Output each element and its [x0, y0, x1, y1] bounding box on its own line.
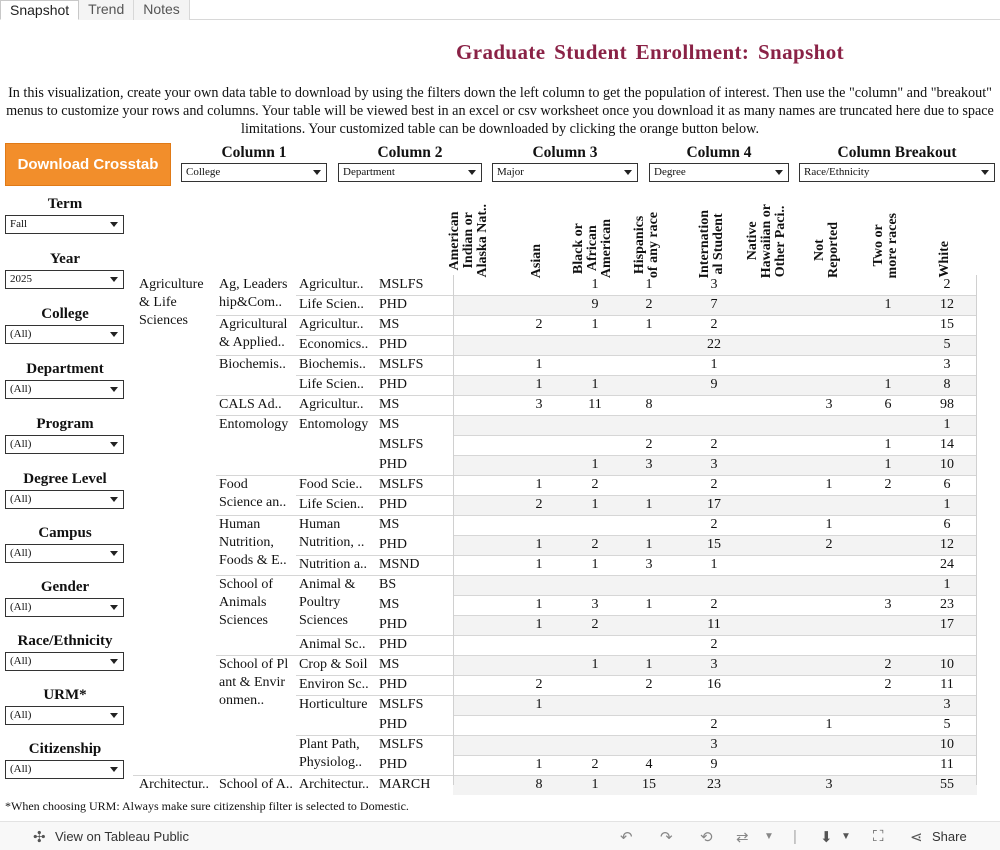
column-3-select[interactable]: Major [492, 163, 638, 182]
value-cell: 8 [535, 777, 543, 792]
urm-footnote: *When choosing URM: Always make sure citizenship filter is selected to Domestic. [5, 799, 409, 813]
filter-label: Year [50, 251, 80, 267]
breakout-header-text: Black or African American [571, 218, 614, 278]
filter-select[interactable] [5, 490, 124, 509]
value-cell: 1 [535, 477, 543, 492]
chevron-down-icon [110, 442, 118, 447]
degree-cell: MSLFS [379, 277, 424, 292]
value-cell: 15 [642, 777, 656, 792]
value-cell: 11 [940, 757, 954, 772]
value-cell: 6 [943, 477, 951, 492]
column-breakout-select[interactable]: Race/Ethnicity [799, 163, 995, 182]
filter-value: (All) [10, 493, 32, 505]
tab-notes[interactable]: Notes [134, 0, 190, 20]
tab-bar [0, 0, 1000, 20]
breakout-header [629, 196, 665, 278]
value-cell: 1 [943, 577, 951, 592]
breakout-header-text: Not Reported [812, 222, 841, 278]
value-cell: 2 [943, 277, 951, 292]
chevron-down-icon [981, 170, 989, 175]
value-cell: 2 [645, 297, 653, 312]
major-cell: Food Scie.. [299, 477, 363, 492]
value-cell: 1 [591, 317, 599, 332]
value-cell: 2 [535, 497, 543, 512]
filter-value: (All) [10, 547, 32, 559]
value-cell: 2 [710, 477, 718, 492]
value-cell: 12 [940, 297, 954, 312]
value-cell: 23 [940, 597, 954, 612]
chevron-down-icon [110, 767, 118, 772]
download-crosstab-button[interactable]: Download Crosstab [5, 143, 171, 186]
value-cell: 22 [707, 337, 721, 352]
value-cell: 1 [943, 497, 951, 512]
tab-snapshot[interactable]: Snapshot [0, 0, 79, 20]
download-icon[interactable]: ⬇ [820, 829, 833, 846]
value-cell: 6 [884, 397, 892, 412]
chevron-down-icon [110, 277, 118, 282]
intro-text: In this visualization, create your own data table to download by using the filters down the left column to get the population of interest. Then use the "column" and "breakout" menus to customize your rows and columns. Your table will be viewed best in an excel or csv worksheet once you download it as many names are truncated here due to space limitations. Your customized table can be downloaded by clicking the orange button below. [6, 85, 994, 137]
filter-select[interactable] [5, 215, 124, 234]
column-4-select[interactable]: Degree [649, 163, 789, 182]
chevron-down-icon [110, 659, 118, 664]
value-cell: 3 [943, 697, 951, 712]
value-cell: 1 [535, 377, 543, 392]
value-cell: 98 [940, 397, 954, 412]
value-cell: 15 [940, 317, 954, 332]
degree-cell: MS [379, 417, 400, 432]
degree-cell: PHD [379, 297, 408, 312]
value-cell: 1 [535, 597, 543, 612]
share-icon[interactable]: ⋖ [910, 829, 923, 846]
major-cell: Horticulture [299, 697, 368, 712]
major-cell: Life Scien.. [299, 297, 364, 312]
major-cell: Architectur.. [299, 777, 369, 792]
major-cell: Nutrition a.. [299, 557, 368, 572]
tab-trend[interactable]: Trend [79, 0, 134, 20]
value-cell: 2 [591, 617, 599, 632]
degree-cell: PHD [379, 717, 408, 732]
value-cell: 11 [588, 397, 602, 412]
degree-cell: PHD [379, 337, 408, 352]
chevron-down-icon [468, 170, 476, 175]
value-cell: 1 [645, 277, 653, 292]
row-band [453, 575, 977, 595]
chevron-down-icon [110, 222, 118, 227]
redo-icon[interactable]: ↷ [660, 829, 673, 846]
value-cell: 3 [943, 357, 951, 372]
major-cell: Human Nutrition, .. [299, 517, 365, 550]
department-cell: Biochemis.. [219, 357, 286, 372]
value-cell: 10 [940, 737, 954, 752]
filter-select[interactable] [5, 652, 124, 671]
filter-select[interactable] [5, 270, 124, 289]
filter-value: (All) [10, 601, 32, 613]
filter-select[interactable] [5, 325, 124, 344]
value-cell: 1 [884, 437, 892, 452]
value-cell: 2 [710, 437, 718, 452]
filter-select[interactable] [5, 544, 124, 563]
row-band [453, 415, 977, 435]
page-title: Graduate Student Enrollment: Snapshot [456, 40, 845, 64]
breakout-header-text: Hispanics of any race [632, 211, 661, 278]
value-cell: 3 [645, 557, 653, 572]
value-cell: 2 [591, 477, 599, 492]
value-cell: 55 [940, 777, 954, 792]
filter-label: Department [26, 361, 104, 377]
breakout-header [927, 196, 963, 278]
filter-label: Race/Ethnicity [17, 633, 113, 649]
value-cell: 1 [645, 497, 653, 512]
value-cell: 3 [645, 457, 653, 472]
value-cell: 17 [940, 617, 954, 632]
degree-cell: PHD [379, 497, 408, 512]
value-cell: 1 [591, 457, 599, 472]
breakout-header [745, 196, 788, 278]
value-cell: 1 [645, 597, 653, 612]
filter-label: Program [36, 416, 94, 432]
chevron-down-icon [110, 497, 118, 502]
chevron-down-icon [624, 170, 632, 175]
department-cell: Human Nutrition, Foods & E.. [219, 517, 287, 568]
value-cell: 2 [535, 317, 543, 332]
department-cell: Food Science an.. [219, 477, 287, 510]
chevron-down-icon [110, 605, 118, 610]
value-cell: 11 [940, 677, 954, 692]
degree-cell: PHD [379, 757, 408, 772]
breakout-header [694, 196, 730, 278]
value-cell: 1 [591, 657, 599, 672]
value-cell: 1 [825, 517, 833, 532]
breakout-header-text: Native Hawaiian or Other Paci.. [745, 203, 788, 278]
department-cell: School of A.. [219, 777, 293, 792]
value-cell: 2 [645, 677, 653, 692]
degree-cell: PHD [379, 637, 408, 652]
filter-select[interactable] [5, 435, 124, 454]
column-2-select[interactable]: Department [338, 163, 482, 182]
degree-cell: MS [379, 317, 400, 332]
filter-value: (All) [10, 328, 32, 340]
filter-value: (All) [10, 438, 32, 450]
degree-cell: PHD [379, 677, 408, 692]
degree-cell: MSLFS [379, 477, 424, 492]
value-cell: 1 [591, 377, 599, 392]
filter-label: Term [47, 196, 83, 212]
column-3-label: Column 3 [532, 144, 598, 161]
filter-select[interactable] [5, 760, 124, 779]
major-cell: Plant Path, Physiolog.. [299, 737, 363, 770]
major-cell: Biochemis.. [299, 357, 366, 372]
value-cell: 2 [710, 717, 718, 732]
value-cell: 1 [710, 557, 718, 572]
degree-cell: MSLFS [379, 437, 424, 452]
view-on-tableau-link[interactable]: View on Tableau Public [55, 829, 189, 844]
value-cell: 3 [884, 597, 892, 612]
chevron-down-icon [775, 170, 783, 175]
crosstab-table[interactable] [133, 275, 977, 792]
breakout-header [447, 196, 490, 278]
value-cell: 1 [884, 457, 892, 472]
value-cell: 8 [943, 377, 951, 392]
breakout-header [868, 196, 904, 278]
chevron-down-icon [110, 387, 118, 392]
department-cell: CALS Ad.. [219, 397, 282, 412]
value-cell: 3 [591, 597, 599, 612]
value-cell: 9 [710, 757, 718, 772]
degree-cell: PHD [379, 377, 408, 392]
refresh-menu-chevron-icon[interactable]: ▼ [764, 831, 774, 842]
value-cell: 2 [884, 677, 892, 692]
value-cell: 17 [707, 497, 721, 512]
value-cell: 1 [884, 377, 892, 392]
value-cell: 3 [710, 457, 718, 472]
value-cell: 9 [710, 377, 718, 392]
filter-label: Campus [38, 525, 92, 541]
chevron-down-icon [110, 551, 118, 556]
major-cell: Animal Sc.. [299, 637, 366, 652]
fullscreen-icon[interactable]: ⛶ [873, 828, 884, 845]
value-cell: 1 [943, 417, 951, 432]
column-breakout-label: Column Breakout [837, 144, 957, 161]
filter-select[interactable] [5, 706, 124, 725]
download-menu-chevron-icon[interactable]: ▼ [841, 831, 851, 842]
degree-cell: MSND [379, 557, 420, 572]
value-cell: 12 [940, 537, 954, 552]
chevron-down-icon [313, 170, 321, 175]
department-cell: Ag, Leaders hip&Com.. [219, 277, 288, 310]
value-cell: 4 [645, 757, 653, 772]
value-cell: 23 [707, 777, 721, 792]
value-cell: 24 [940, 557, 954, 572]
filter-value: (All) [10, 763, 32, 775]
degree-cell: PHD [379, 537, 408, 552]
share-button[interactable]: Share [932, 829, 967, 844]
value-cell: 1 [535, 617, 543, 632]
tableau-toolbar [0, 821, 1000, 850]
undo-icon[interactable]: ↶ [620, 829, 633, 846]
column-1-select[interactable]: College [181, 163, 327, 182]
breakout-header [809, 196, 845, 278]
filter-select[interactable] [5, 598, 124, 617]
value-cell: 14 [940, 437, 954, 452]
value-cell: 1 [591, 777, 599, 792]
value-cell: 1 [645, 537, 653, 552]
major-cell: Life Scien.. [299, 497, 364, 512]
value-cell: 15 [707, 537, 721, 552]
value-cell: 11 [707, 617, 721, 632]
breakout-header-text: American Indian or Alaska Nat.. [447, 204, 490, 278]
value-cell: 1 [825, 717, 833, 732]
column-divider [976, 275, 977, 785]
filter-value: Fall [10, 218, 28, 230]
filter-label: Degree Level [23, 471, 107, 487]
value-cell: 1 [825, 477, 833, 492]
breakout-header-text: Internation al Student [697, 209, 726, 278]
filter-select[interactable] [5, 380, 124, 399]
department-cell: School of Pl ant & Envir onmen.. [219, 657, 289, 708]
value-cell: 2 [710, 597, 718, 612]
value-cell: 1 [884, 297, 892, 312]
tableau-logo-icon: ✣ [33, 829, 46, 846]
value-cell: 2 [535, 677, 543, 692]
value-cell: 1 [535, 537, 543, 552]
degree-cell: PHD [379, 617, 408, 632]
column-1-label: Column 1 [221, 144, 287, 161]
value-cell: 1 [645, 657, 653, 672]
value-cell: 16 [707, 677, 721, 692]
value-cell: 7 [710, 297, 718, 312]
department-cell: Agricultural & Applied.. [219, 317, 288, 350]
major-cell: Agricultur.. [299, 317, 364, 332]
value-cell: 6 [943, 517, 951, 532]
major-cell: Entomology [299, 417, 369, 432]
value-cell: 2 [591, 757, 599, 772]
breakout-header [571, 196, 614, 278]
breakout-header [519, 196, 555, 278]
degree-cell: BS [379, 577, 397, 592]
column-4-label: Column 4 [686, 144, 752, 161]
degree-cell: MSLFS [379, 737, 424, 752]
value-cell: 1 [535, 697, 543, 712]
value-cell: 5 [943, 337, 951, 352]
value-cell: 2 [710, 317, 718, 332]
value-cell: 1 [535, 757, 543, 772]
degree-cell: MS [379, 397, 400, 412]
chevron-down-icon [110, 332, 118, 337]
major-cell: Crop & Soil [299, 657, 368, 672]
major-cell: Life Scien.. [299, 377, 364, 392]
degree-cell: MS [379, 517, 400, 532]
filter-value: 2025 [10, 273, 32, 285]
major-cell: Agricultur.. [299, 397, 364, 412]
degree-cell: MS [379, 597, 400, 612]
breakout-header-text: White [937, 241, 952, 278]
degree-cell: MSLFS [379, 357, 424, 372]
value-cell: 1 [535, 357, 543, 372]
major-cell: Economics.. [299, 337, 369, 352]
department-cell: School of Animals Sciences [219, 577, 274, 628]
major-cell: Agricultur.. [299, 277, 364, 292]
breakout-header-text: Two or more races [871, 212, 900, 278]
divider: | [793, 828, 797, 845]
value-cell: 2 [710, 517, 718, 532]
chevron-down-icon [110, 713, 118, 718]
value-cell: 1 [591, 277, 599, 292]
value-cell: 2 [591, 537, 599, 552]
degree-cell: MSLFS [379, 697, 424, 712]
value-cell: 3 [710, 277, 718, 292]
value-cell: 2 [884, 477, 892, 492]
value-cell: 2 [710, 637, 718, 652]
value-cell: 9 [591, 297, 599, 312]
value-cell: 5 [943, 717, 951, 732]
filter-value: (All) [10, 383, 32, 395]
value-cell: 3 [710, 737, 718, 752]
value-cell: 1 [535, 557, 543, 572]
filter-label: College [41, 306, 89, 322]
filter-value: (All) [10, 709, 32, 721]
degree-cell: MS [379, 657, 400, 672]
value-cell: 3 [535, 397, 543, 412]
value-cell: 10 [940, 657, 954, 672]
major-cell: Animal & Poultry Sciences [299, 577, 356, 628]
filter-label: Citizenship [28, 741, 102, 757]
value-cell: 1 [591, 557, 599, 572]
value-cell: 8 [645, 397, 653, 412]
value-cell: 10 [940, 457, 954, 472]
filter-value: (All) [10, 655, 32, 667]
filter-label: Gender [40, 579, 90, 595]
value-cell: 2 [884, 657, 892, 672]
column-divider [453, 275, 454, 785]
degree-cell: MARCH [379, 777, 431, 792]
refresh-icon[interactable]: ⇄ [736, 829, 749, 846]
value-cell: 3 [825, 777, 833, 792]
filter-label: URM* [43, 687, 87, 703]
column-2-label: Column 2 [377, 144, 443, 161]
revert-icon[interactable]: ⟲ [700, 829, 713, 846]
value-cell: 1 [645, 317, 653, 332]
college-cell: Architectur.. [139, 777, 209, 792]
degree-cell: PHD [379, 457, 408, 472]
value-cell: 2 [645, 437, 653, 452]
value-cell: 3 [710, 657, 718, 672]
major-cell: Environ Sc.. [299, 677, 369, 692]
breakout-header-text: Asian [529, 243, 544, 278]
college-cell: Agriculture & Life Sciences [139, 277, 204, 328]
value-cell: 3 [825, 397, 833, 412]
value-cell: 1 [710, 357, 718, 372]
value-cell: 2 [825, 537, 833, 552]
value-cell: 1 [591, 497, 599, 512]
department-cell: Entomology [219, 417, 289, 432]
